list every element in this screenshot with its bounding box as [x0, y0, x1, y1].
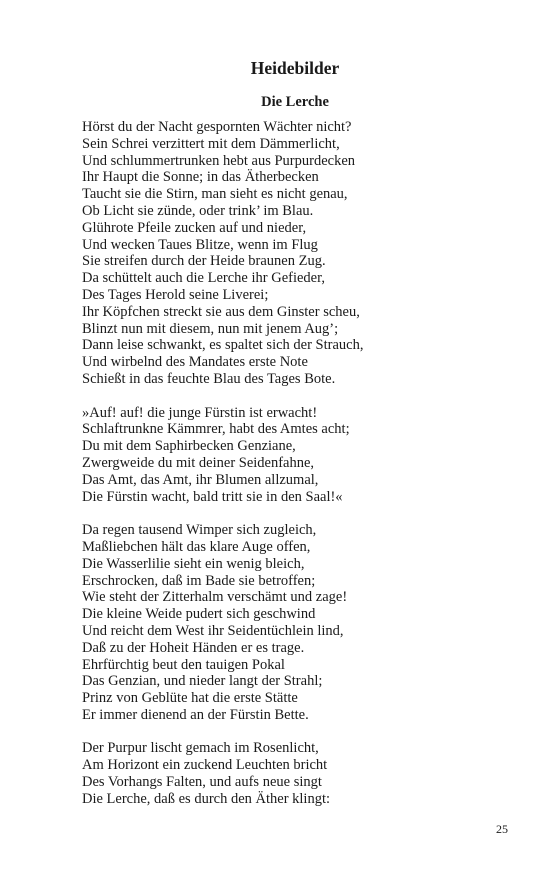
- verse-line: Er immer dienend an der Fürstin Bette.: [82, 706, 309, 723]
- verse-line: Das Amt, das Amt, ihr Blumen allzumal,: [82, 471, 319, 488]
- verse-line: Erschrocken, daß im Bade sie betroffen;: [82, 572, 316, 589]
- verse-line: Glührote Pfeile zucken auf und nieder,: [82, 219, 307, 236]
- verse-line: Der Purpur lischt gemach im Rosenlicht,: [82, 740, 319, 757]
- stanza: [82, 740, 522, 807]
- verse-line: Und schlummertrunken hebt aus Purpurdecken: [82, 152, 356, 169]
- verse-line: Sie streifen durch der Heide braunen Zug.: [82, 253, 326, 270]
- verse-line: Und reicht dem West ihr Seidentüchlein lind,: [82, 622, 344, 639]
- verse-line: Da schüttelt auch die Lerche ihr Gefieder,: [82, 270, 325, 287]
- verse-line: Die Lerche, daß es durch den Äther klingt:: [82, 790, 331, 807]
- verse-line: Des Vorhangs Falten, und aufs neue singt: [82, 774, 322, 791]
- verse-line: Die kleine Weide pudert sich geschwind: [82, 606, 316, 623]
- verse-line: Ehrfürchtig beut den tauigen Pokal: [82, 656, 285, 673]
- verse-line: Des Tages Herold seine Liverei;: [82, 286, 269, 303]
- verse-line: Da regen tausend Wimper sich zugleich,: [82, 522, 317, 539]
- verse-line: »Auf! auf! die junge Fürstin ist erwacht!: [82, 404, 318, 421]
- verse-line: Maßliebchen hält das klare Auge offen,: [82, 538, 311, 555]
- verse-line: Ob Licht sie zünde, oder trink’ im Blau.: [82, 202, 314, 219]
- verse-line: Du mit dem Saphirbecken Genziane,: [82, 438, 296, 455]
- verse-line: Ihr Haupt die Sonne; in das Ätherbecken: [82, 169, 319, 186]
- verse-line: Hörst du der Nacht gespornten Wächter nicht?: [82, 119, 352, 135]
- verse-line: Ihr Köpfchen streckt sie aus dem Ginster scheu,: [82, 303, 360, 320]
- verse-line: Und wecken Taues Blitze, wenn im Flug: [82, 236, 318, 253]
- stanza: [82, 405, 522, 506]
- poem-body: [82, 119, 522, 808]
- verse-line: Daß zu der Hoheit Händen er es trage.: [82, 639, 305, 656]
- verse-line: Die Fürstin wacht, bald tritt sie in den Saal!«: [82, 488, 343, 505]
- verse-line: Schlaftrunkne Kämmrer, habt des Amtes acht;: [82, 421, 350, 438]
- verse-line: Die Wasserlilie sieht ein wenig bleich,: [82, 555, 305, 572]
- verse-line: Schießt in das feuchte Blau des Tages Bote.: [82, 370, 336, 387]
- stanza: [82, 522, 522, 724]
- verse-line: Und wirbelnd des Mandates erste Note: [82, 354, 308, 371]
- verse-line: Zwergweide du mit deiner Seidenfahne,: [82, 454, 315, 471]
- verse-line: Am Horizont ein zuckend Leuchten bricht: [82, 757, 328, 774]
- page-number: 25: [496, 822, 508, 836]
- poem-title: Die Lerche: [261, 94, 329, 110]
- verse-line: Blinzt nun mit diesem, nun mit jenem Aug’;: [82, 320, 339, 337]
- verse-line: Prinz von Geblüte hat die erste Stätte: [82, 690, 298, 707]
- stanza: [82, 119, 522, 388]
- page-title: Heidebilder: [250, 58, 340, 78]
- verse-line: Wie steht der Zitterhalm verschämt und zage!: [82, 589, 348, 606]
- verse-line: Taucht sie die Stirn, man sieht es nicht genau,: [82, 186, 348, 203]
- verse-line: Dann leise schwankt, es spaltet sich der Strauch,: [82, 337, 364, 354]
- verse-line: Das Genzian, und nieder langt der Strahl;: [82, 673, 323, 690]
- verse-line: Sein Schrei verzittert mit dem Dämmerlicht,: [82, 135, 340, 152]
